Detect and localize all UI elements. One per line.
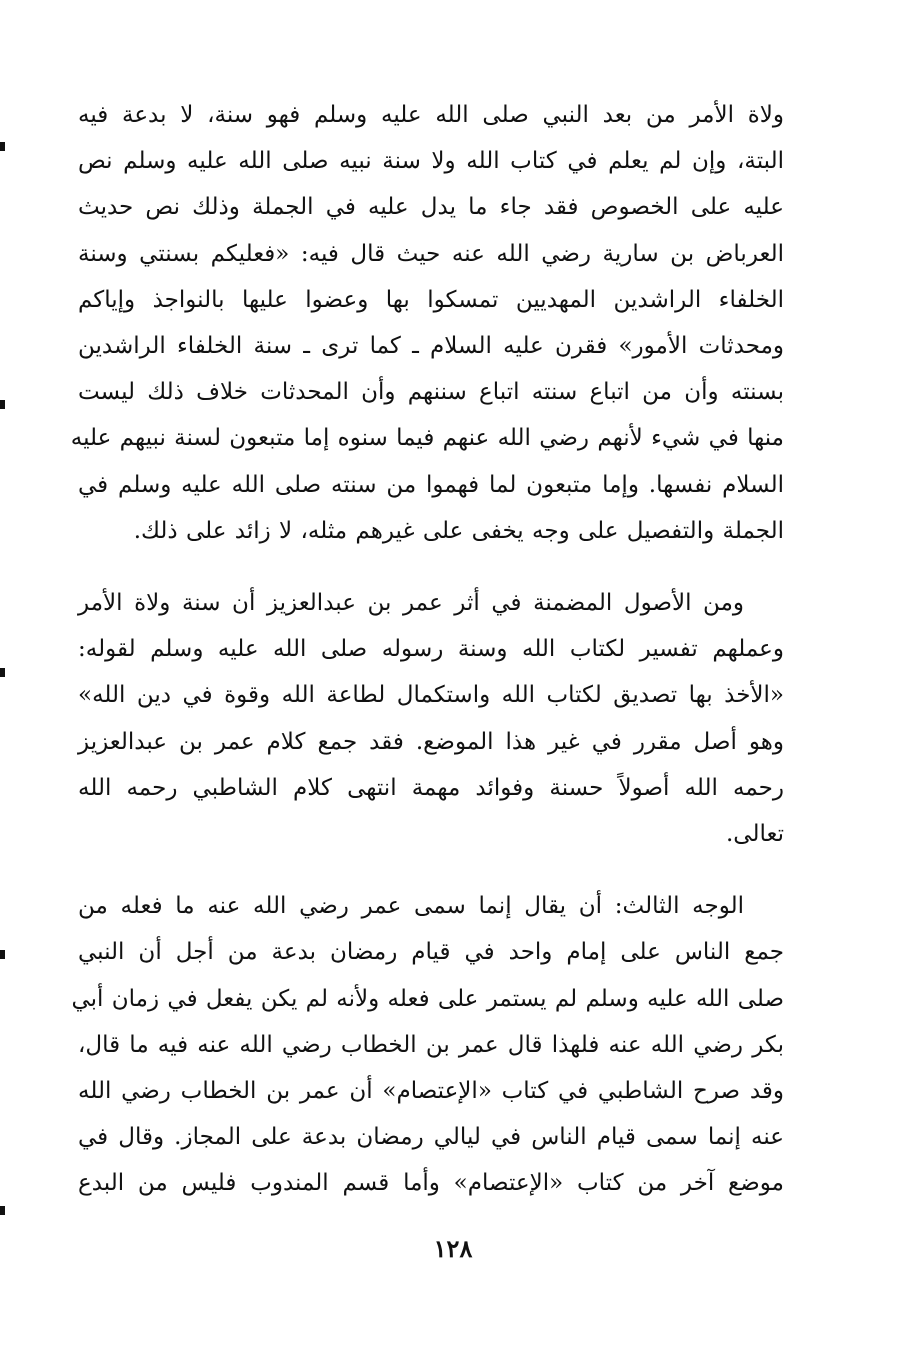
text-line: الوجه الثالث: أن يقال إنما سمى عمر رضي الله عنه ما فعله من [78,893,744,920]
margin-mark [0,950,5,959]
text-line: وهو أصل مقرر في غير هذا الموضع. فقد جمع كلام عمر بن عبدالعزيز [78,728,784,755]
text-line: بكر رضي الله عنه فلهذا قال عمر بن الخطاب رضي الله عنه فيه ما قال، [78,1031,784,1058]
margin-mark [0,142,5,151]
text-line: السلام نفسها. وإما متبعون لما فهموا من سنته صلى الله عليه وسلم في [78,471,784,498]
text-line: تعالى. [726,821,784,848]
text-line: ولاة الأمر من بعد النبي صلى الله عليه وسلم فهو سنة، لا بدعة فيه [78,102,784,128]
paragraph-1 [70,92,784,554]
text-line: ومحدثات الأمور» فقرن عليه السلام ـ كما ترى ـ سنة الخلفاء الراشدين [78,333,784,360]
text-line: وقد صرح الشاطبي في كتاب «الإعتصام» أن عمر بن الخطاب رضي الله [78,1078,784,1105]
text-line: الجملة والتفصيل على وجه يخفى على غيرهم مثله، لا زائد على ذلك. [133,517,784,544]
paragraph-2 [78,580,784,857]
text-line: عليه على الخصوص فقد جاء ما يدل عليه في الجملة وذلك نص حديث [78,194,784,221]
margin-mark [0,400,5,409]
page-body [70,92,784,1207]
text-line: بسنته وأن من اتباع سنته اتباع سننهم وأن المحدثات خلاف ذلك ليست [78,379,784,406]
margin-mark [0,1206,5,1215]
text-line: عنه إنما سمى قيام الناس في ليالي رمضان بدعة على المجاز. وقال في [78,1124,784,1151]
text-line: العرباض بن سارية رضي الله عنه حيث قال فيه: «فعليكم بسنتي وسنة [78,240,784,267]
text-line: وعملهم تفسير لكتاب الله وسنة رسوله صلى الله عليه وسلم لقوله: [78,636,784,663]
text-line: البتة، وإن لم يعلم في كتاب الله ولا سنة نبيه صلى الله عليه وسلم نص [78,148,784,175]
text-line: جمع الناس على إمام واحد في قيام رمضان بدعة من أجل أن النبي [78,939,784,966]
text-line: موضع آخر من كتاب «الإعتصام» وأما قسم المندوب فليس من البدع [78,1170,784,1197]
text-line: صلى الله عليه وسلم لم يستمر على فعله ولأنه لم يكن يفعل في زمان أبي [71,985,784,1012]
text-line: «الأخذ بها تصديق لكتاب الله واستكمال لطاعة الله وقوة في دين الله» [78,682,784,709]
text-line: الخلفاء الراشدين المهديين تمسكوا بها وعضوا عليها بالنواجذ وإياكم [78,286,784,313]
text-line: منها في شيء لأنهم رضي الله عنهم فيما سنوه إما متبعون لسنة نبيهم عليه [70,425,784,452]
page-number: ١٢٨ [433,1234,473,1263]
text-line: ومن الأصول المضمنة في أثر عمر بن عبدالعزيز أن سنة ولاة الأمر [78,590,744,617]
paragraph-3 [71,883,784,1206]
margin-mark [0,668,5,677]
text-line: رحمه الله أصولاً حسنة وفوائد مهمة انتهى كلام الشاطبي رحمه الله [78,774,784,801]
